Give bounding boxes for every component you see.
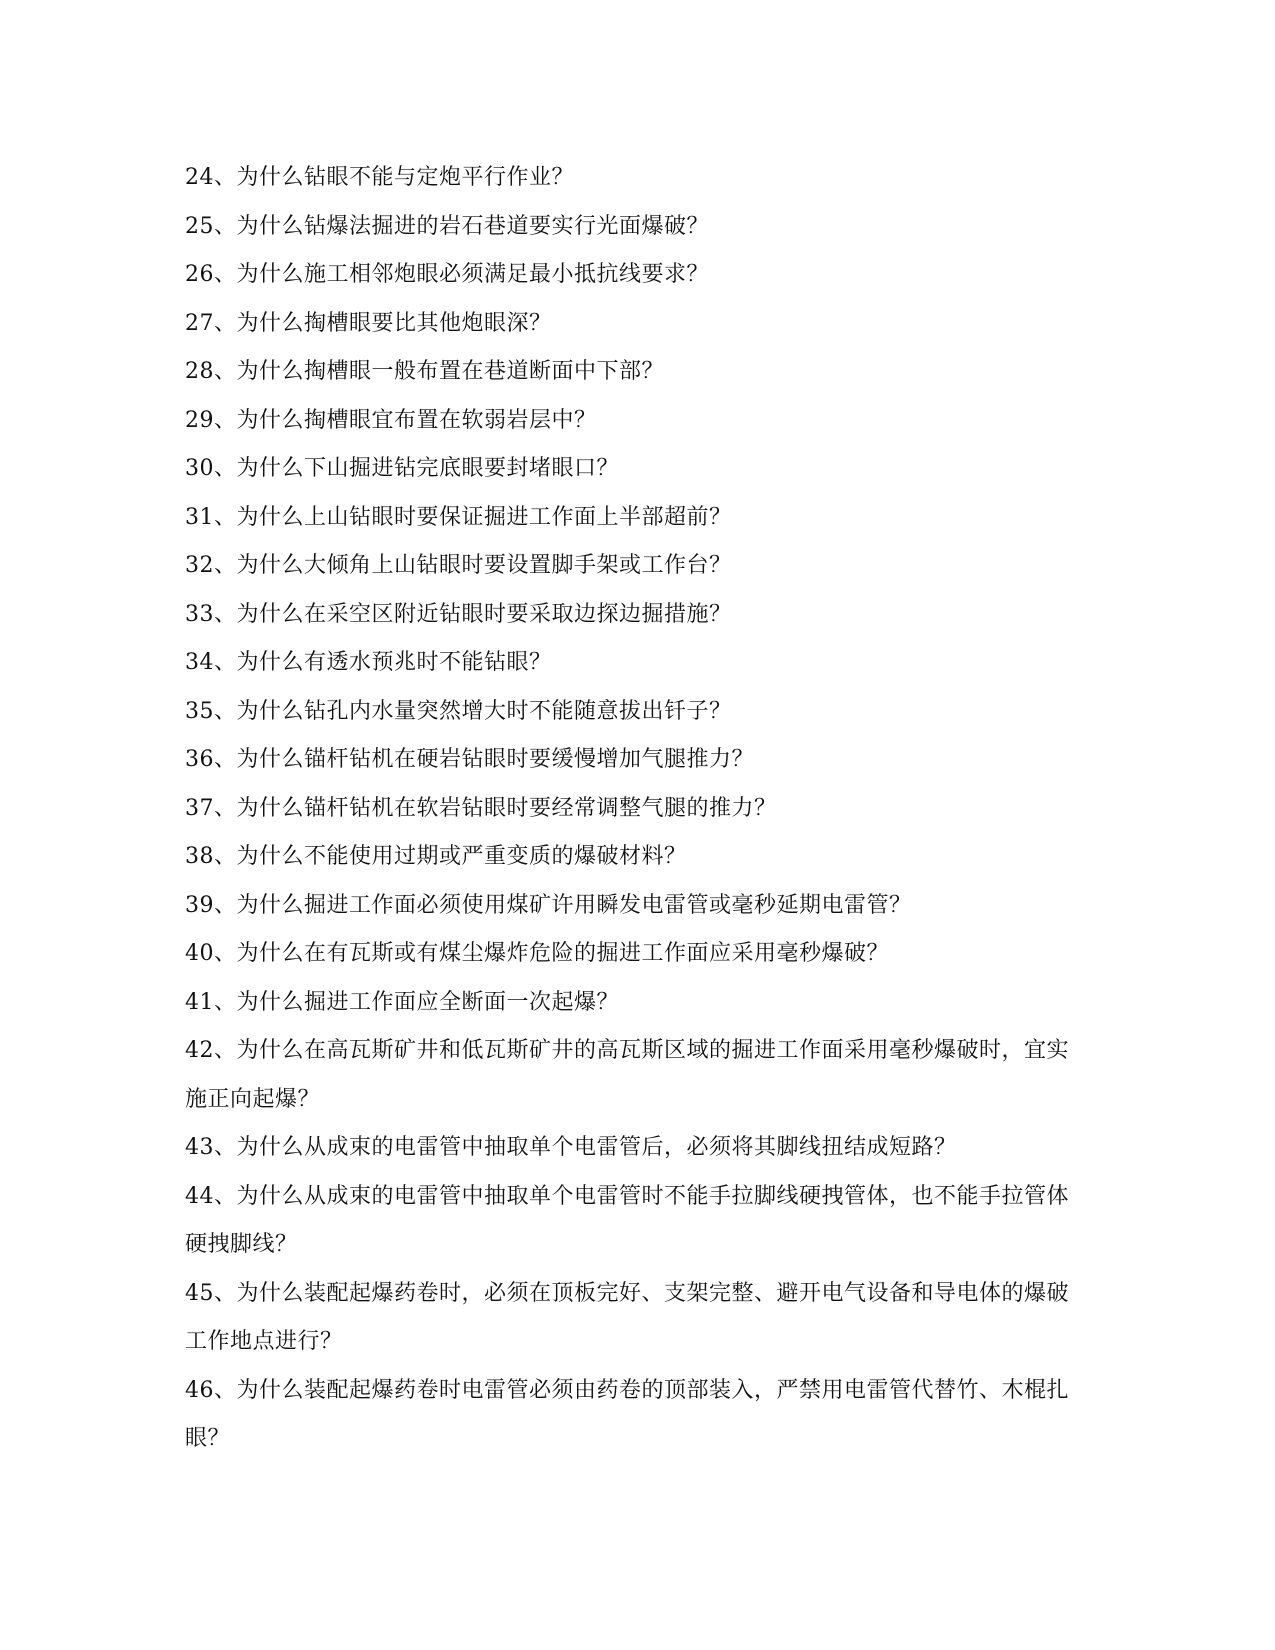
question-34: 34、为什么有透水预兆时不能钻眼？ <box>185 650 552 675</box>
question-39: 39、为什么掘进工作面必须使用煤矿许用瞬发电雷管或毫秒延期电雷管？ <box>185 892 912 918</box>
question-27: 27、为什么掏槽眼要比其他炮眼深？ <box>185 310 552 336</box>
question-38: 38、为什么不能使用过期或严重变质的爆破材料？ <box>185 844 687 869</box>
question-list <box>185 154 1090 1464</box>
question-33: 33、为什么在采空区附近钻眼时要采取边探边掘措施？ <box>185 601 732 627</box>
question-36: 36、为什么锚杆钻机在硬岩钻眼时要缓慢增加气腿推力？ <box>185 747 754 772</box>
question-40: 40、为什么在有瓦斯或有煤尘爆炸危险的掘进工作面应采用毫秒爆破？ <box>185 941 889 966</box>
question-46: 46、为什么装配起爆药卷时电雷管必须由药卷的顶部装入，严禁用电雷管代替竹、木棍扎眼？ <box>185 1377 1069 1451</box>
question-32: 32、为什么大倾角上山钻眼时要设置脚手架或工作台？ <box>185 553 732 578</box>
question-45: 45、为什么装配起爆药卷时，必须在顶板完好、支架完整、避开电气设备和导电体的爆破工作地点进行？ <box>185 1280 1069 1354</box>
question-28: 28、为什么掏槽眼一般布置在巷道断面中下部？ <box>185 359 664 384</box>
question-31: 31、为什么上山钻眼时要保证掘进工作面上半部超前？ <box>185 504 732 530</box>
question-44: 44、为什么从成束的电雷管中抽取单个电雷管时不能手拉脚线硬拽管体，也不能手拉管体硬拽脚线？ <box>185 1183 1069 1257</box>
question-43: 43、为什么从成束的电雷管中抽取单个电雷管后，必须将其脚线扭结成短路？ <box>185 1135 957 1160</box>
question-41: 41、为什么掘进工作面应全断面一次起爆？ <box>185 989 619 1015</box>
question-26: 26、为什么施工相邻炮眼必须满足最小抵抗线要求？ <box>185 262 709 287</box>
question-35: 35、为什么钻孔内水量突然增大时不能随意拔出钎子？ <box>185 698 732 724</box>
question-24: 24、为什么钻眼不能与定炮平行作业？ <box>185 165 574 190</box>
question-37: 37、为什么锚杆钻机在软岩钻眼时要经常调整气腿的推力？ <box>185 795 777 821</box>
question-25: 25、为什么钻爆法掘进的岩石巷道要实行光面爆破？ <box>185 213 709 239</box>
question-29: 29、为什么掏槽眼宜布置在软弱岩层中？ <box>185 407 597 433</box>
question-42: 42、为什么在高瓦斯矿井和低瓦斯矿井的高瓦斯区域的掘进工作面采用毫秒爆破时，宜实施正向起爆？ <box>185 1038 1069 1112</box>
question-30: 30、为什么下山掘进钻完底眼要封堵眼口？ <box>185 456 619 481</box>
